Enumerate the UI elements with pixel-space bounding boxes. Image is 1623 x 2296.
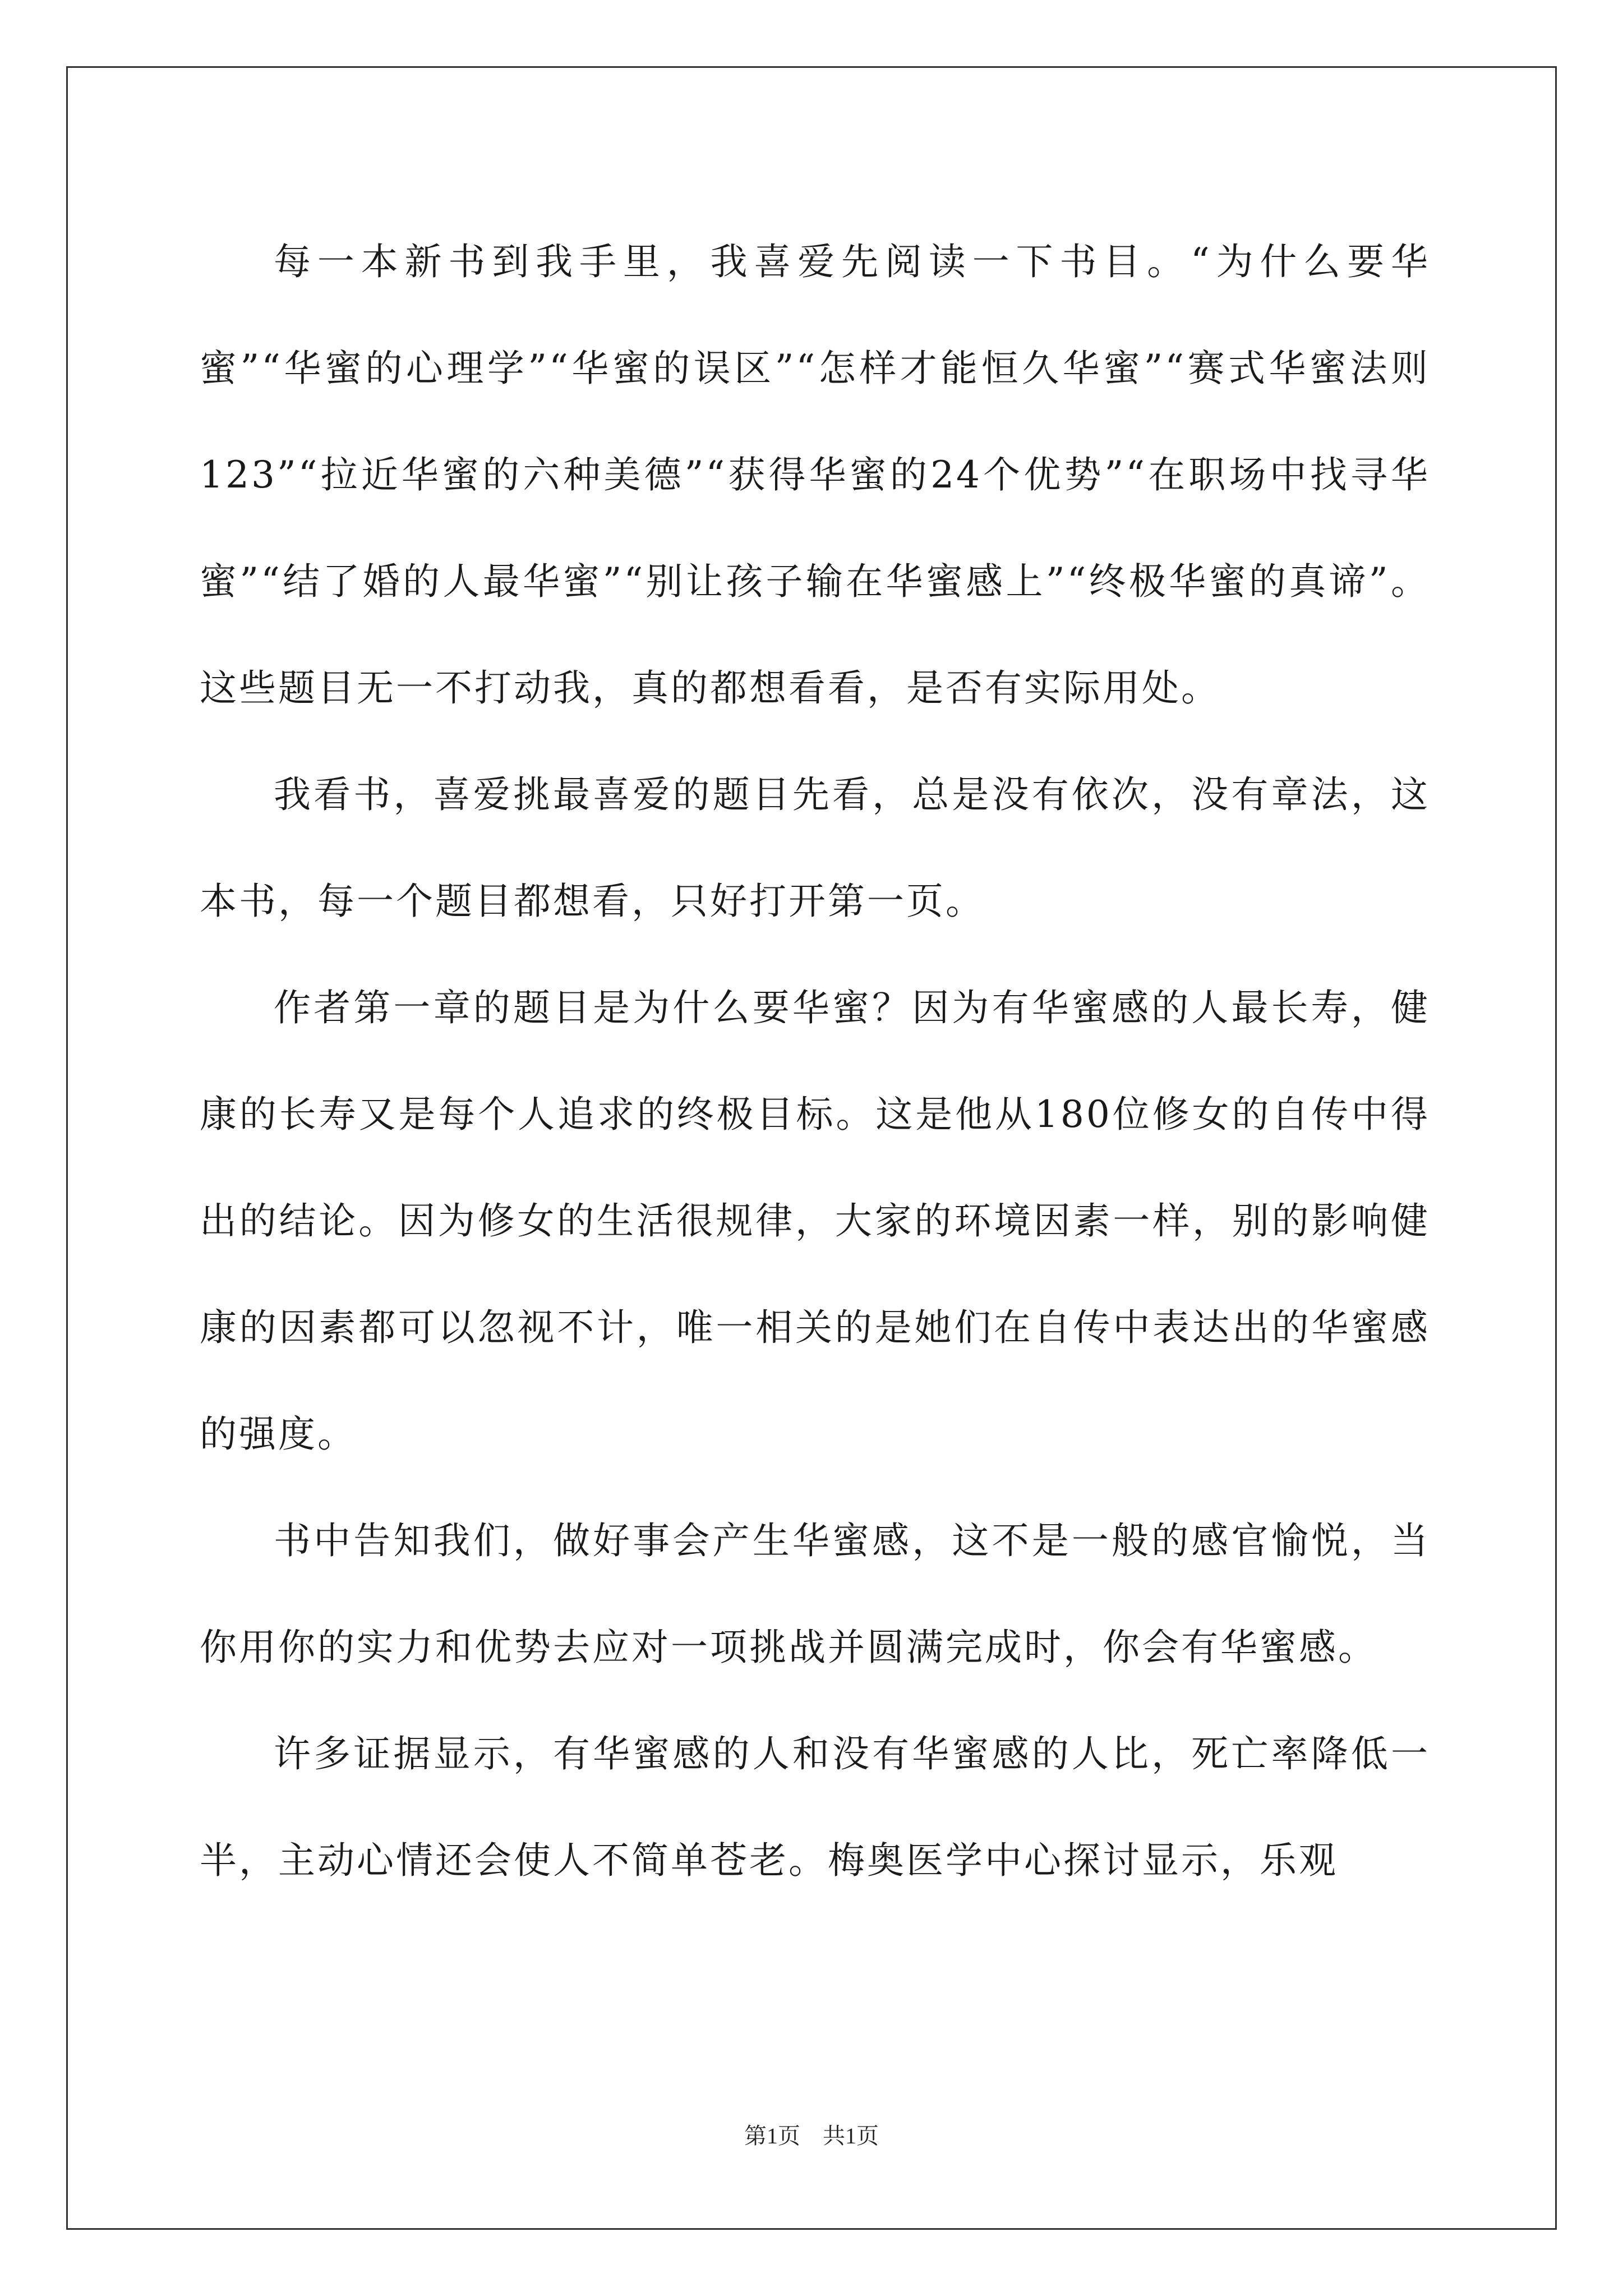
paragraph: 书中告知我们，做好事会产生华蜜感，这不是一般的感官愉悦，当你用你的实力和优势去应对一项挑战并圆满完成时，你会有华蜜感。: [200, 1519, 1430, 1669]
page-number: 第1页: [744, 2123, 800, 2148]
page-total: 共1页: [823, 2123, 879, 2148]
paragraph: 我看书，喜爱挑最喜爱的题目先看，总是没有依次，没有章法，这本书，每一个题目都想看，只好打开第一页。: [200, 773, 1430, 923]
document-body: [200, 209, 1430, 1914]
page-footer: [0, 2119, 1623, 2153]
paragraph: 作者第一章的题目是为什么要华蜜？因为有华蜜感的人最长寿，健康的长寿又是每个人追求的终极目标。这是他从180位修女的自传中得出的结论。因为修女的生活很规律，大家的环境因素一样，别的影响健康的因素都可以忽视不计，唯一相关的是她们在自传中表达出的华蜜感的强度。: [200, 986, 1430, 1456]
paragraph: 每一本新书到我手里，我喜爱先阅读一下书目。“为什么要华蜜”“华蜜的心理学”“华蜜的误区”“怎样才能恒久华蜜”“赛式华蜜法则123”“拉近华蜜的六种美德”“获得华蜜的24个优势”“在职场中找寻华蜜”“结了婚的人最华蜜”“别让孩子输在华蜜感上”“终极华蜜的真谛”。这些题目无一不打动我，真的都想看看，是否有实际用处。: [200, 240, 1430, 710]
paragraph: 许多证据显示，有华蜜感的人和没有华蜜感的人比，死亡率降低一半，主动心情还会使人不简单苍老。梅奥医学中心探讨显示，乐观: [200, 1732, 1430, 1882]
